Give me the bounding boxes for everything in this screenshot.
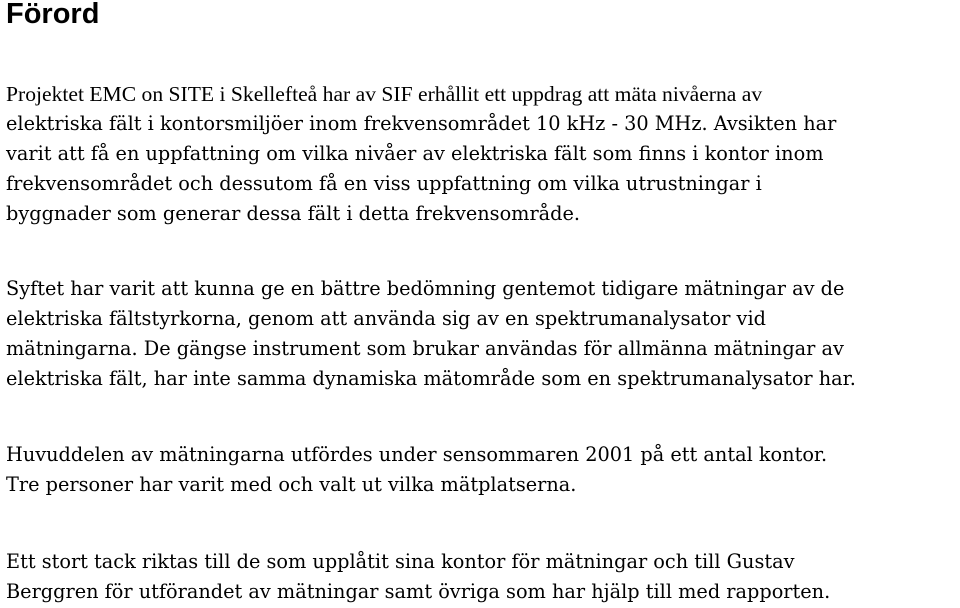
paragraph-line: frekvensområdet och dessutom få en viss uppfattning om vilka utrustningar i [6,172,762,195]
paragraph-line: Tre personer har varit med och valt ut vilka mätplatserna. [6,473,577,496]
paragraph-intro [6,79,836,229]
paragraph-line: mätningarna. De gängse instrument som brukar användas för allmänna mätningar av [6,337,844,360]
paragraph-measurements [6,440,827,500]
paragraph-purpose [6,274,856,394]
paragraph-acknowledgements [6,547,830,607]
paragraph-line: Projektet EMC on SITE i Skellefteå har av SIF erhållit ett uppdrag att mäta nivåerna av [6,82,763,106]
paragraph-line: Ett stort tack riktas till de som upplåtit sina kontor för mätningar och till Gustav [6,550,795,573]
paragraph-line: elektriska fält, har inte samma dynamiska mätområde som en spektrumanalysator har. [6,367,856,390]
paragraph-line: byggnader som generar dessa fält i detta frekvensområde. [6,202,581,225]
paragraph-line: varit att få en uppfattning om vilka nivåer av elektriska fält som finns i kontor inom [6,142,824,165]
paragraph-line: Huvuddelen av mätningarna utfördes under sensommaren 2001 på ett antal kontor. [6,443,828,466]
paragraph-line: Berggren för utförandet av mätningar samt övriga som har hjälp till med rapporten. [6,580,831,603]
paragraph-line: Syftet har varit att kunna ge en bättre bedömning gentemot tidigare mätningar av de [6,277,845,300]
paragraph-line: elektriska fältstyrkorna, genom att använda sig av en spektrumanalysator vid [6,307,766,330]
page-title: Förord [6,0,100,30]
paragraph-line: elektriska fält i kontorsmiljöer inom frekvensområdet 10 kHz - 30 MHz. Avsikten har [6,112,837,135]
